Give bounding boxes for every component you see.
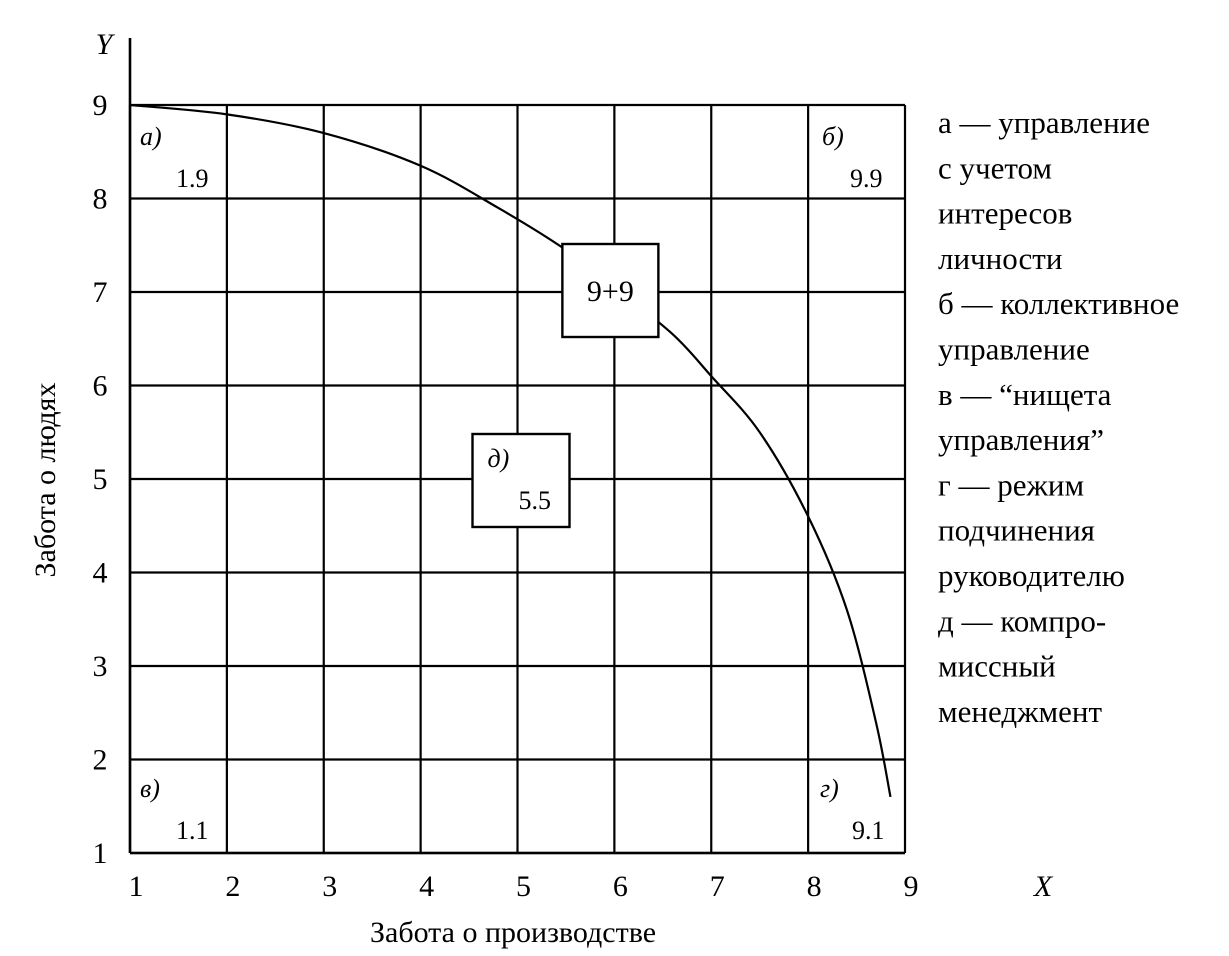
center-box-value: 5.5: [518, 486, 551, 515]
legend-line: б — коллективное: [938, 286, 1180, 322]
y-tick-label: 8: [92, 182, 108, 216]
cell-letter-top-left: а): [140, 122, 162, 151]
cell-value-top-right: 9.9: [850, 164, 883, 193]
cell-value-bottom-left: 1.1: [176, 816, 209, 845]
y-tick-label: 1: [92, 837, 108, 870]
x-axis-title: Забота о производстве: [369, 916, 657, 949]
legend-line: подчинения: [938, 512, 1095, 548]
x-tick-label: 1: [128, 870, 144, 903]
center-box-letter: д): [487, 444, 510, 473]
x-tick-label: 3: [322, 870, 338, 903]
legend-line: управления”: [938, 422, 1105, 458]
cell-value-bottom-right: 9.1: [852, 816, 885, 845]
x-tick-label: 6: [612, 870, 628, 903]
cell-letter-bottom-left: в): [140, 774, 160, 803]
x-tick-label: 2: [225, 870, 241, 903]
x-tick-label: 9: [903, 870, 919, 903]
y-axis-title: Забота о людях: [29, 382, 62, 578]
y-tick-label: 9: [92, 89, 108, 122]
x-axis-letter: X: [1033, 870, 1053, 903]
y-tick-label: 7: [92, 276, 108, 309]
cell-letter-top-right: б): [822, 122, 844, 151]
legend-line: г — режим: [938, 467, 1085, 503]
x-tick-label: 8: [806, 870, 822, 903]
x-tick-label: 5: [516, 870, 531, 903]
legend-line: руководителю: [938, 558, 1125, 593]
legend-line: в — “нищета: [938, 376, 1112, 412]
legend-line: интересов: [938, 195, 1073, 231]
legend-line: с учетом: [938, 150, 1053, 186]
legend-line: миссный: [938, 648, 1056, 684]
y-tick-label: 4: [92, 556, 108, 590]
legend-line: менеджмент: [938, 693, 1103, 729]
cell-letter-bottom-right: г): [820, 774, 839, 803]
y-tick-label: 2: [92, 743, 108, 777]
y-tick-label: 5: [92, 463, 108, 496]
x-tick-label: 7: [709, 870, 725, 903]
x-tick-label: 4: [419, 870, 435, 903]
y-tick-label: 6: [92, 369, 108, 403]
legend-line: д — компро-: [938, 603, 1107, 639]
ideal-box-label: 9+9: [586, 275, 634, 308]
y-axis-letter: Y: [95, 28, 113, 61]
chart-text: [29, 28, 1179, 949]
legend-line: личности: [938, 240, 1063, 276]
cell-value-top-left: 1.9: [176, 164, 209, 193]
y-tick-label: 3: [92, 650, 108, 683]
legend-line: управление: [938, 331, 1090, 367]
legend-line: а — управление: [938, 105, 1151, 140]
